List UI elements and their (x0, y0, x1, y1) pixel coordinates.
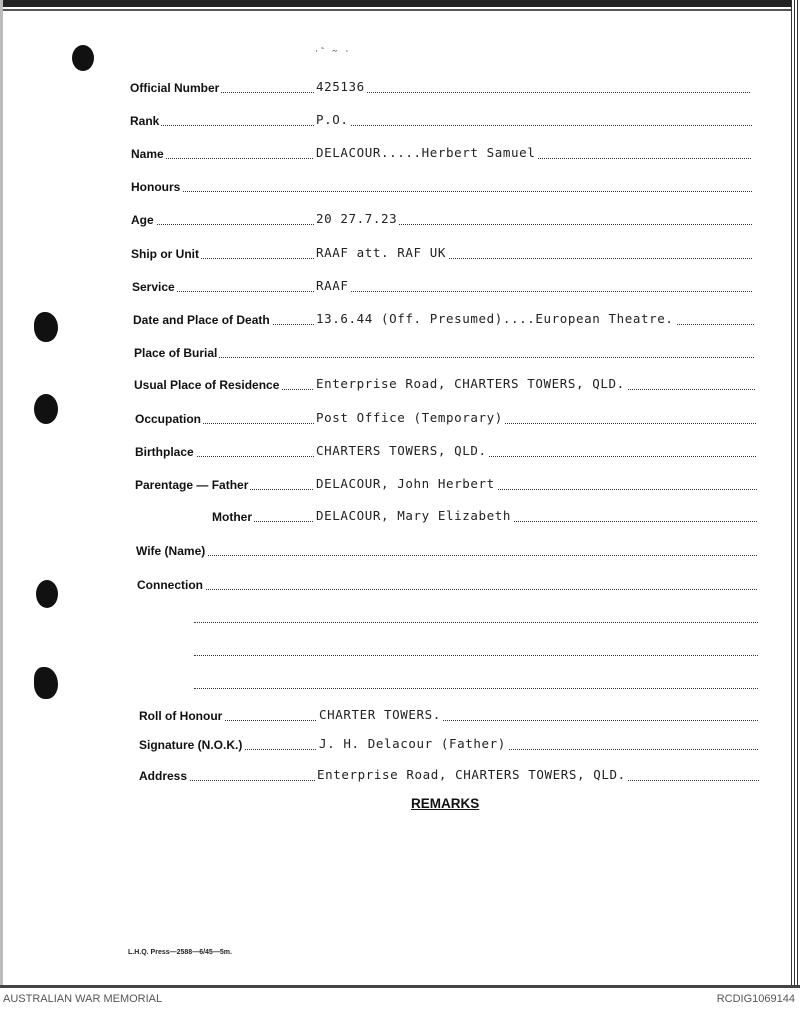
top-scribble: ·˜ ~ · (315, 46, 352, 56)
field-age (131, 209, 752, 229)
field-value: Post Office (Temporary) (316, 410, 503, 425)
field-label: Roll of Honour (139, 709, 223, 723)
field-value: CHARTER TOWERS. (319, 707, 441, 722)
field-label: Rank (130, 114, 160, 128)
field-roll-of-honour (139, 705, 758, 725)
field-label: Connection (137, 578, 203, 592)
footer-rule (0, 985, 800, 988)
field-place-of-burial (134, 342, 754, 362)
scan-top-border-thin (0, 9, 800, 11)
footer-archive-name: AUSTRALIAN WAR MEMORIAL (3, 993, 163, 1005)
field-value: P.O. (316, 112, 349, 127)
field-value: DELACOUR.....Herbert Samuel (316, 145, 536, 160)
dotted-line (194, 655, 758, 656)
field-label: Place of Burial (134, 346, 218, 360)
scan-top-border (0, 0, 800, 7)
field-label: Signature (N.O.K.) (139, 738, 243, 752)
field-honours (131, 176, 752, 196)
field-mother (212, 506, 757, 526)
field-father (135, 474, 757, 494)
field-ship-or-unit (131, 243, 752, 263)
punch-hole (34, 394, 58, 424)
field-name (131, 143, 751, 163)
field-label: Birthplace (135, 445, 194, 459)
field-label: Date and Place of Death (133, 313, 270, 327)
field-label: Usual Place of Residence (134, 378, 280, 392)
punch-hole (34, 667, 58, 699)
print-code: L.H.Q. Press—2588—6/45—5m. (128, 949, 232, 956)
dotted-line (137, 589, 757, 590)
field-value: 13.6.44 (Off. Presumed)....European Theatre. (316, 311, 674, 326)
field-label: Parentage — Father (135, 478, 249, 492)
punch-hole (36, 580, 58, 608)
field-value: Enterprise Road, CHARTERS TOWERS, QLD. (316, 376, 625, 391)
footer-document-id: RCDIG1069144 (716, 993, 795, 1005)
field-label: Occupation (135, 412, 202, 426)
connection-continuation-line (194, 673, 758, 693)
dotted-line (131, 224, 752, 225)
field-value: RAAF (316, 278, 349, 293)
field-value: DELACOUR, Mary Elizabeth (316, 508, 512, 523)
field-connection (137, 574, 757, 594)
punch-hole (72, 45, 94, 71)
field-service (132, 276, 752, 296)
field-rank (130, 110, 752, 130)
dotted-line (134, 357, 754, 358)
field-label: Address (139, 769, 188, 783)
dotted-line (136, 555, 757, 556)
dotted-line (131, 191, 752, 192)
field-usual-residence (134, 374, 755, 394)
field-wife (136, 540, 757, 560)
field-label: Honours (131, 180, 181, 194)
remarks-heading: REMARKS (411, 796, 480, 811)
dotted-line (139, 720, 758, 721)
field-value: 20 27.7.23 (316, 211, 398, 226)
scan-left-edge (0, 0, 3, 985)
field-label: Mother (212, 510, 252, 524)
field-value: J. H. Delacour (Father) (319, 736, 506, 751)
field-signature (139, 734, 758, 754)
connection-continuation-line (194, 607, 758, 627)
dotted-line (130, 125, 752, 126)
field-value: RAAF att. RAF UK (316, 245, 447, 260)
field-occupation (135, 408, 756, 428)
field-value: CHARTERS TOWERS, QLD. (316, 443, 487, 458)
dotted-line (132, 291, 752, 292)
dotted-line (130, 92, 750, 93)
field-official-number (130, 77, 750, 97)
connection-continuation-line (194, 640, 758, 660)
field-label: Ship or Unit (131, 247, 199, 261)
field-value: 425136 (316, 79, 365, 94)
field-label: Official Number (130, 81, 220, 95)
field-label: Service (132, 280, 175, 294)
field-label: Wife (Name) (136, 544, 206, 558)
scan-right-edge (791, 0, 800, 985)
dotted-line (194, 688, 758, 689)
dotted-line (194, 622, 758, 623)
punch-hole (34, 312, 58, 342)
field-label: Age (131, 213, 154, 227)
field-label: Name (131, 147, 164, 161)
field-birthplace (135, 441, 756, 461)
field-value: Enterprise Road, CHARTERS TOWERS, QLD. (317, 767, 626, 782)
field-address (139, 765, 759, 785)
field-date-place-death (133, 309, 754, 329)
field-value: DELACOUR, John Herbert (316, 476, 495, 491)
